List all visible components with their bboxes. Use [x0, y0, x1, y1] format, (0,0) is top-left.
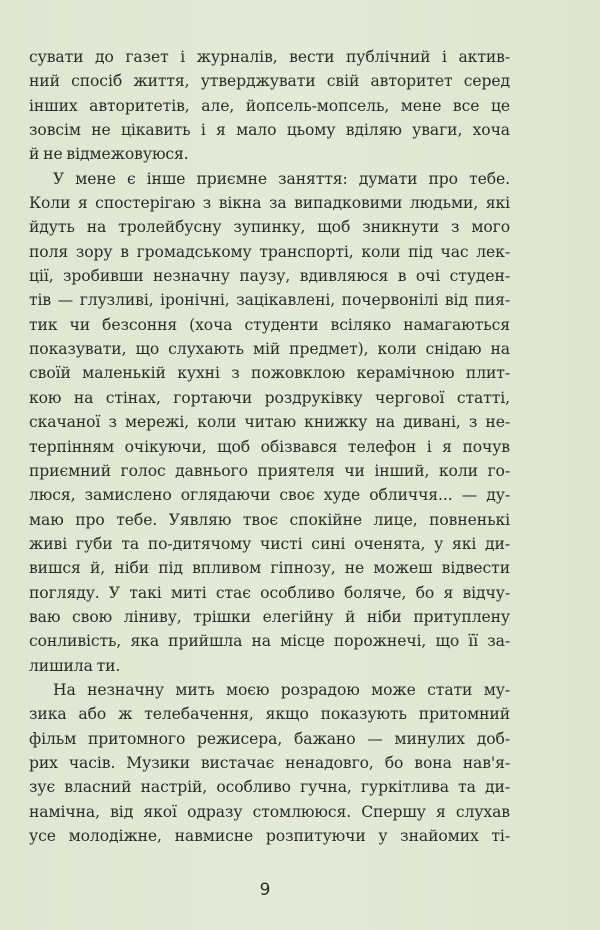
text-line: вишся й, ніби під впливом гіпнозу, не можеш відвести — [29, 559, 510, 578]
text-line: маю про тебе. Уявляю твоє спокійне лице, повненькі — [29, 510, 510, 529]
paragraph — [29, 678, 510, 848]
text-line: скачаної з мережі, коли читаю книжку на дивані, з не- — [29, 413, 510, 432]
text-line: йдуть на тролейбусну зупинку, щоб зникнути з мого — [29, 218, 510, 237]
page-body-text — [29, 45, 510, 848]
text-line: У мене є інше приємне заняття: думати про тебе. — [53, 169, 510, 188]
paragraph — [29, 167, 510, 678]
text-line: сувати до газет і журналів, вести публічний і актив- — [29, 48, 510, 66]
text-line: ний спосіб життя, утверджувати свій авторитет серед — [29, 72, 510, 91]
text-line: зика або ж телебачення, якщо показують притомний — [29, 705, 510, 724]
text-line: лишила ти. — [29, 656, 121, 675]
text-line: своїй маленькій кухні з пожовклою керамічною плит- — [29, 364, 510, 383]
text-line: й не відмежовуюся. — [29, 145, 189, 164]
page-number: 9 — [259, 880, 271, 900]
text-line: інших авторитетів, але, йопсель-мопсель, мене все це — [29, 96, 510, 115]
text-line: зовсім не цікавить і я мало цьому вділяю уваги, хоча — [29, 121, 510, 140]
text-line: усе молодіжне, навмисне розпитуючи у знайомих ті- — [29, 827, 510, 845]
text-line: рих часів. Музики вистачає ненадовго, бо вона нав'я- — [29, 753, 510, 772]
text-line: поля зору в громадському транспорті, коли під час лек- — [29, 242, 510, 261]
text-line: ції, зробивши незначну паузу, вдивляюся в очі студен- — [29, 267, 510, 286]
text-line: приємний голос давнього приятеля чи інший, коли го- — [29, 461, 510, 480]
text-line: кою на стінах, гортаючи роздруківку чергової статті, — [29, 388, 510, 407]
text-line: зує власний настрій, особливо гучна, гуркітлива та ди- — [29, 778, 510, 797]
text-line: терпінням очікуючи, щоб обізвався телефон і я почув — [29, 437, 510, 456]
text-line: Коли я спостерігаю з вікна за випадковими людьми, які — [29, 194, 510, 213]
text-line: живі губи та по-дитячому чисті сині оченята, у які ди- — [29, 534, 510, 553]
text-line: показувати, що слухають мій предмет), коли снідаю на — [29, 340, 510, 359]
text-line: намічна, від якої одразу стомлююся. Спершу я слухав — [29, 802, 510, 821]
text-line: погляду. У такі миті стає особливо боляче, бо я відчу- — [29, 583, 510, 602]
text-line: тів — глузливі, іронічні, зацікавлені, почервонілі від пия- — [29, 291, 510, 310]
text-line: тик чи безсоння (хоча студенти всіляко намагаються — [29, 315, 510, 334]
text-line: На незначну мить моєю розрадою може стати му- — [53, 680, 510, 699]
text-line: фільм притомного режисера, бажано — минулих доб- — [29, 729, 510, 748]
text-line: сонливість, яка прийшла на місце порожнечі, що її за- — [29, 632, 510, 651]
paragraph — [29, 45, 510, 167]
text-line: ваю свою ліниву, трішки елегійну й ніби притуплену — [29, 607, 510, 626]
text-line: люся, замислено оглядаючи своє худе обличчя... — ду- — [29, 486, 510, 505]
